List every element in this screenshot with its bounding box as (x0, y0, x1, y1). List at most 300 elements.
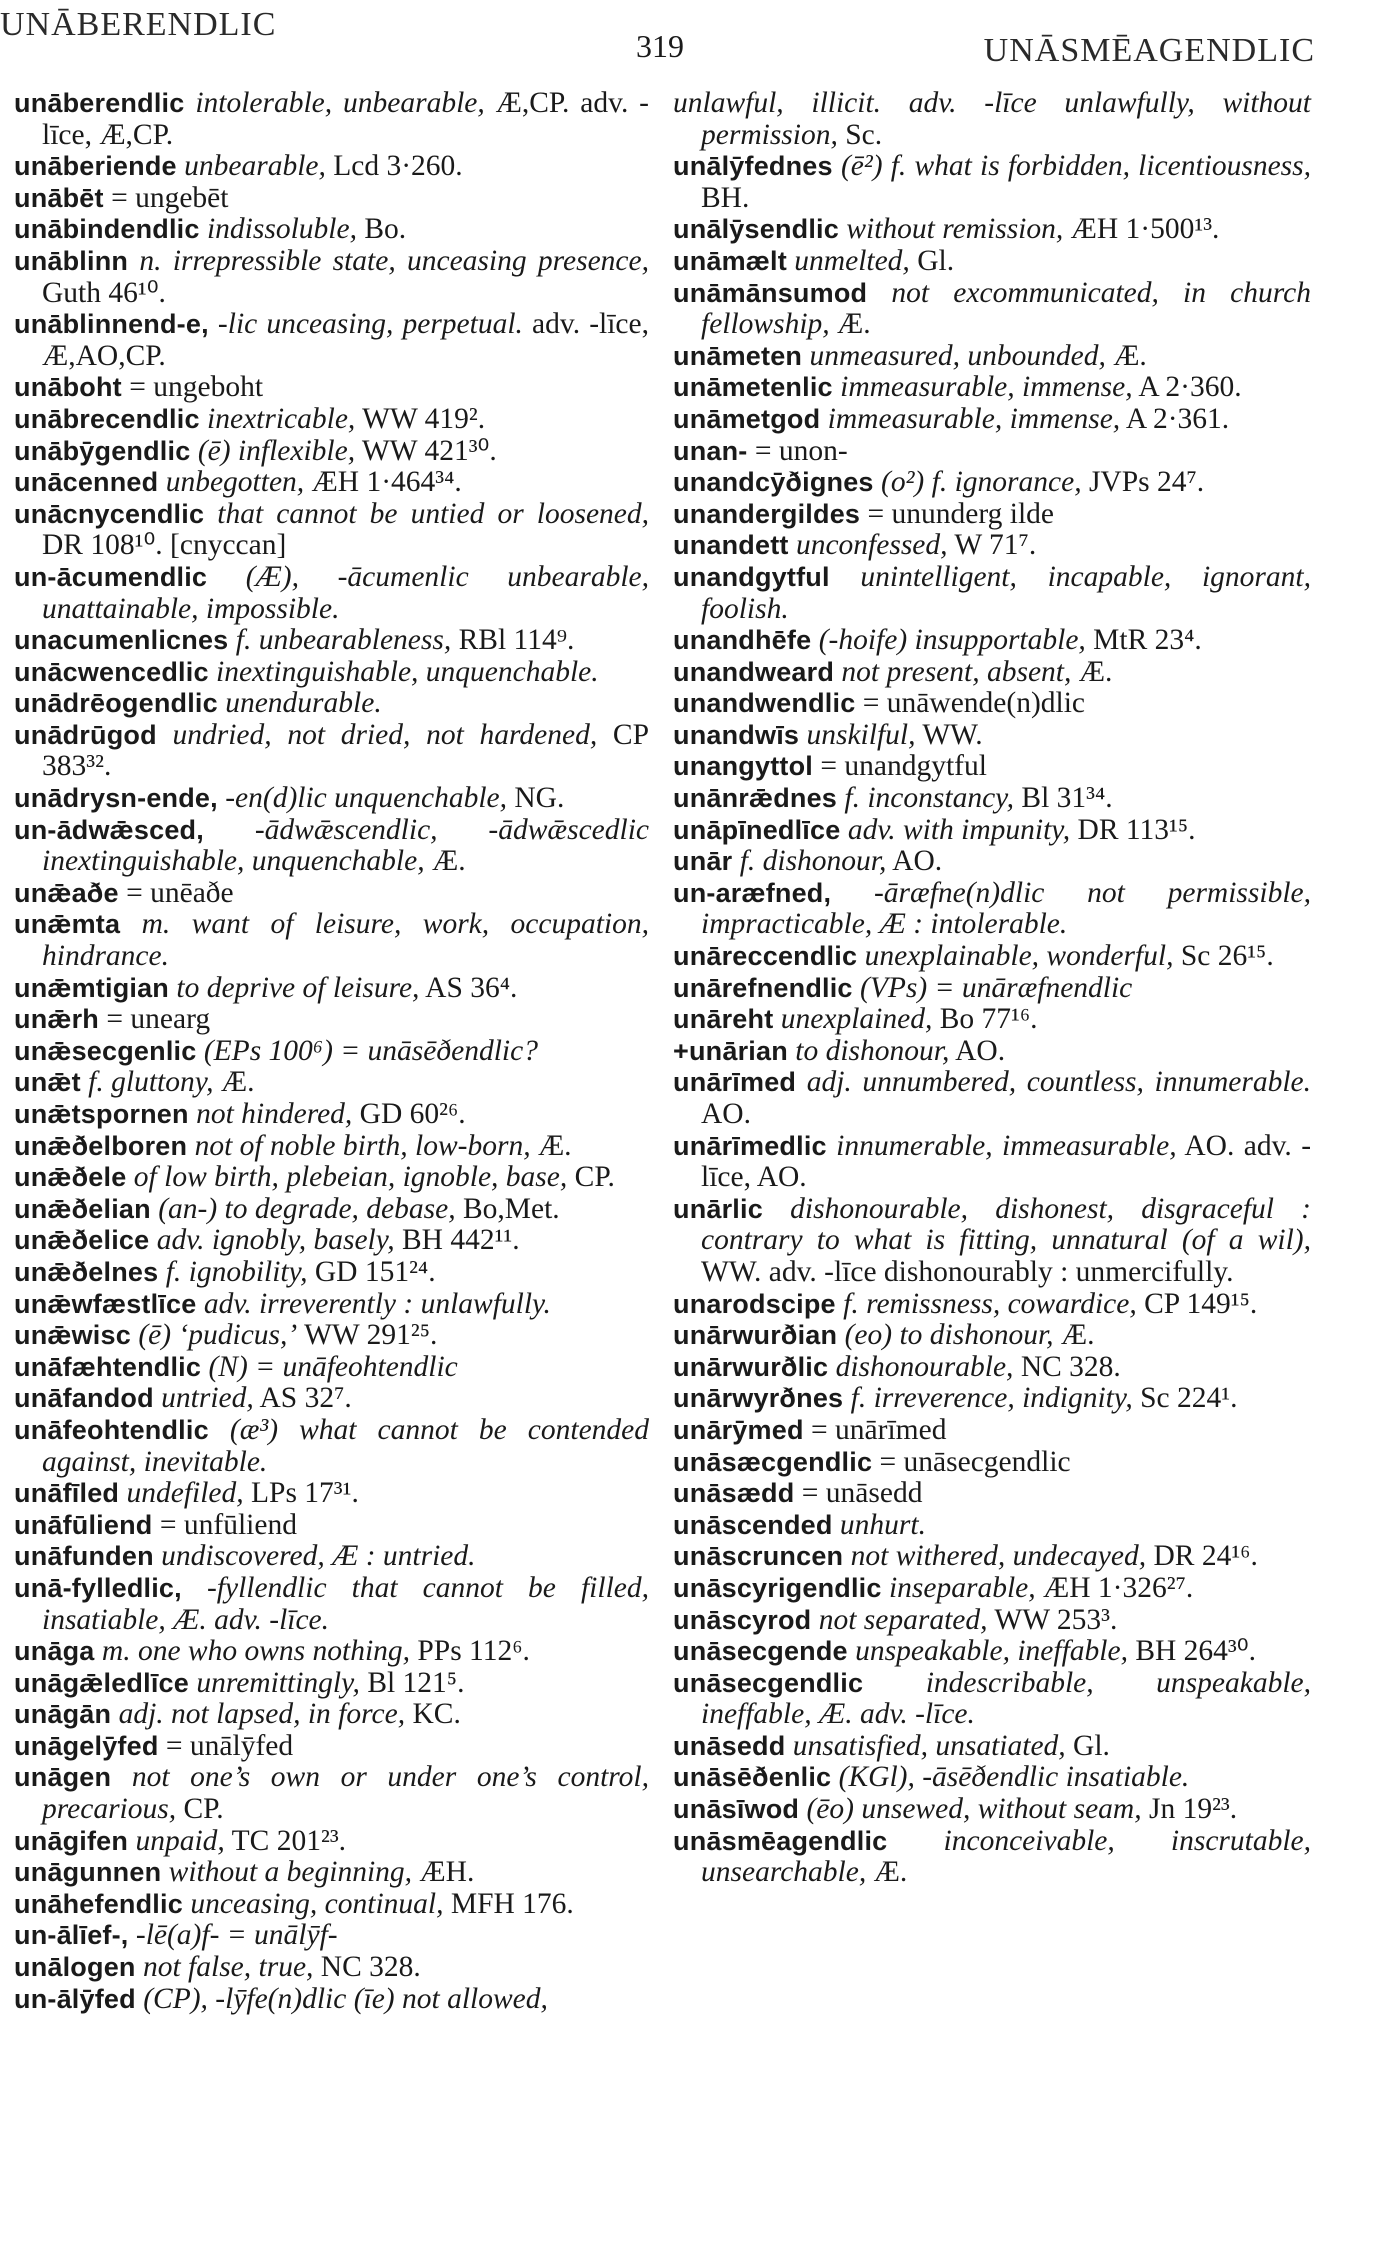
definition: (-hoife) insupportable, (818, 624, 1086, 657)
definition: immeasurable, immense, (840, 371, 1133, 404)
definition: f. gluttony, (88, 1066, 214, 1099)
source-reference: Æ. (837, 308, 871, 341)
definition: inconceivable, inscrutable, unsearchable, (701, 1824, 1312, 1889)
definition: -lē(a)f- = unālȳf- (135, 1919, 338, 1952)
definition: -en(d)lic unquenchable, (225, 782, 507, 815)
definition: (an-) to degrade, debase, (158, 1192, 456, 1225)
source-reference: = unālȳfed (165, 1729, 294, 1762)
headword: unācwencedlic (14, 656, 209, 687)
definition: (EPs 100⁶) = unāsēðendlic? (203, 1034, 538, 1067)
dictionary-entry (673, 941, 1311, 973)
headword: unarodscipe (673, 1288, 836, 1319)
source-reference: MFH 176. (450, 1887, 574, 1920)
dictionary-entry (14, 467, 649, 499)
dictionary-entry (14, 151, 649, 183)
headword: unandwīs (673, 719, 800, 750)
dictionary-entry (673, 1289, 1311, 1321)
source-reference: PPs 112⁶. (417, 1635, 530, 1668)
source-reference: Bo,Met. (462, 1192, 560, 1225)
source-reference: Sc 224¹. (1140, 1382, 1238, 1415)
headword: unandergildes (673, 498, 861, 529)
dictionary-entry (14, 1067, 649, 1099)
definition: dishonourable, dishonest, disgraceful : contrary to what is fitting, unnatural (of a wil), (701, 1192, 1312, 1257)
headword: unānrǣdnes (673, 783, 838, 814)
source-reference: = ununderg ilde (867, 497, 1055, 530)
source-reference: DR 108¹⁰. [cnyccan] (42, 529, 287, 562)
source-reference: ÆH 1·326²⁷. (1043, 1571, 1194, 1604)
definition: without a beginning, (168, 1856, 413, 1889)
source-reference: Æ. (1060, 1319, 1095, 1352)
headword: unārīmedlic (673, 1130, 827, 1161)
source-reference: CP. (574, 1161, 615, 1194)
headword: unāsedd (673, 1730, 786, 1761)
definition: -ādwǣscendlic, -ādwǣscedlic inextinguishable, unquenchable, (42, 813, 649, 878)
headword: unābrecendlic (14, 403, 200, 434)
definition: unsatisfied, unsatiated, (792, 1729, 1066, 1762)
headword: unālȳfednes (673, 151, 833, 182)
headword: unārlic (673, 1193, 763, 1224)
source-reference: Æ. (1113, 339, 1147, 372)
definition: that cannot be untied or loosened, (217, 497, 650, 530)
source-reference: NC 328. (320, 1951, 421, 1984)
headword: unārwurðlic (673, 1351, 829, 1382)
definition: f. irreverence, indignity, (850, 1382, 1133, 1415)
headword: unāgān (14, 1699, 112, 1730)
dictionary-entry (673, 372, 1311, 404)
definition: unmeasured, unbounded, (809, 339, 1106, 372)
headword: unāsmēagendlic (673, 1825, 888, 1856)
headword: unāgelȳfed (14, 1730, 159, 1761)
definition: unbegotten, (165, 466, 305, 499)
definition: unlawful, illicit. adv. -līce unlawfully, without permission, (673, 87, 1311, 151)
definition: unremittingly, (196, 1666, 360, 1699)
headword: unāfæhtendlic (14, 1351, 202, 1382)
dictionary-entry (673, 1447, 1311, 1479)
page-number: 319 (636, 28, 684, 64)
source-reference: NC 328. (1020, 1350, 1121, 1383)
headword: unāscended (673, 1509, 833, 1540)
source-reference: W 71⁷. (954, 529, 1037, 562)
dictionary-entry (673, 1510, 1311, 1542)
dictionary-entry (673, 278, 1311, 341)
source-reference: Bl 31³⁴. (1021, 782, 1113, 815)
dictionary-entry (673, 1762, 1311, 1794)
source-reference: RBl 114⁹. (458, 624, 575, 657)
definition: undefiled, (126, 1477, 244, 1510)
dictionary-entry (14, 436, 649, 468)
source-reference: adv. -līce, Æ,AO,CP. (42, 308, 649, 372)
definition: undried, not dried, not hardened, (172, 718, 598, 751)
headword: unār (673, 846, 733, 877)
definition: adj. not lapsed, in force, (118, 1698, 406, 1731)
definition: unconfessed, (795, 529, 948, 562)
dictionary-entry (673, 1636, 1311, 1668)
headword: unārȳmed (673, 1414, 804, 1445)
definition: unpaid, (135, 1824, 225, 1857)
dictionary-entry (14, 404, 649, 436)
definition: not withered, undecayed, (850, 1540, 1147, 1573)
source-reference: BH 442¹¹. (401, 1224, 520, 1257)
dictionary-entry (673, 1478, 1311, 1510)
source-reference: DR 24¹⁶. (1153, 1540, 1258, 1573)
right-column (673, 88, 1311, 1889)
dictionary-entry (14, 1099, 649, 1131)
headword: unāfunden (14, 1541, 154, 1572)
dictionary-entry (673, 1067, 1311, 1130)
headword: unǣwfæstlīce (14, 1288, 197, 1319)
headword: unandweard (673, 656, 835, 687)
dictionary-entry (14, 1952, 649, 1984)
definition: not one’s own or under one’s control, precarious, (42, 1761, 650, 1826)
source-reference: = unfūliend (159, 1508, 297, 1541)
definition: (Æ), -ācumenlic unbearable, unattainable, impossible. (42, 560, 649, 625)
headword: unādrysn-ende, (14, 783, 218, 814)
definition: (ē) inflexible, (197, 434, 356, 467)
source-reference: WW. adv. -līce dishonourably : unmercifully. (701, 1255, 1234, 1288)
source-reference: DR 113¹⁵. (1077, 813, 1196, 846)
headword: unāpīnedlīce (673, 814, 841, 845)
running-head-right: UNĀSMĒAGENDLIC (983, 32, 1315, 69)
source-reference: BH. (701, 181, 750, 214)
source-reference: = unēaðe (126, 876, 234, 909)
dictionary-entry (14, 1415, 649, 1478)
definition: (ē) ‘pudicus,’ (138, 1319, 298, 1352)
definition: (ē²) f. what is forbidden, licentiousness, (840, 150, 1311, 183)
headword: unāscyrod (673, 1604, 812, 1635)
source-reference: Lcd 3·260. (333, 150, 463, 183)
headword: unāmælt (673, 245, 787, 276)
dictionary-entry (14, 1478, 649, 1510)
source-reference: NG. (514, 782, 565, 815)
dictionary-entry (673, 562, 1311, 625)
source-reference: LPs 17³¹. (251, 1477, 359, 1510)
source-reference: Guth 46¹⁰. (42, 276, 166, 309)
dictionary-entry (14, 1320, 649, 1352)
definition: not of noble birth, low-born, (194, 1129, 531, 1162)
source-reference: MtR 23⁴. (1093, 624, 1202, 657)
dictionary-entry (673, 88, 1311, 151)
definition: f. inconstancy, (844, 782, 1015, 815)
source-reference: AS 32⁷. (259, 1382, 352, 1415)
dictionary-entry (673, 1826, 1311, 1889)
headword: un-ādwǣsced, (14, 814, 204, 845)
dictionary-entry (673, 625, 1311, 657)
headword: unāberendlic (14, 88, 185, 118)
headword: unāgǣledlīce (14, 1667, 189, 1698)
headword: unāberiende (14, 151, 177, 182)
source-reference: AO. (955, 1034, 1006, 1067)
dictionary-entry (673, 341, 1311, 373)
headword: unārwyrðnes (673, 1383, 844, 1414)
dictionary-entry (673, 1004, 1311, 1036)
dictionary-entry (14, 657, 649, 689)
dictionary-entry (14, 1131, 649, 1163)
definition: f. unbearableness, (235, 624, 452, 657)
dictionary-entry (14, 1699, 649, 1731)
dictionary-entry (673, 246, 1311, 278)
definition: not excommunicated, in church fellowship, (701, 276, 1312, 341)
source-reference: CP 383³². (42, 718, 650, 783)
source-reference: BH 264³⁰. (1135, 1635, 1256, 1668)
definition: not false, true, (142, 1951, 314, 1984)
definition: (eo) to dishonour, (844, 1319, 1054, 1352)
source-reference: A 2·361. (1125, 402, 1230, 435)
definition: to dishonour, (795, 1034, 950, 1067)
dictionary-entry (673, 1352, 1311, 1384)
dictionary-entry (14, 1573, 649, 1636)
headword: unādrūgod (14, 719, 157, 750)
headword: unāsecgendlic (673, 1667, 864, 1698)
source-reference: AS 36⁴. (425, 971, 518, 1004)
headword: unandett (673, 530, 789, 561)
dictionary-entry (673, 720, 1311, 752)
dictionary-entry (673, 1794, 1311, 1826)
headword: unǣaðe (14, 877, 119, 908)
dictionary-entry (673, 1194, 1311, 1289)
source-reference: = ungebēt (111, 181, 229, 214)
dictionary-entry (14, 88, 649, 151)
dictionary-entry (14, 1004, 649, 1036)
headword: unāmetgod (673, 403, 821, 434)
dictionary-entry (673, 1131, 1311, 1194)
source-reference: = unon- (754, 434, 848, 467)
dictionary-entry (673, 1573, 1311, 1605)
headword: unāmeten (673, 340, 803, 371)
source-reference: = unāsedd (801, 1477, 923, 1510)
headword: un-ālȳfed (14, 1983, 136, 2014)
headword: unǣrh (14, 1004, 99, 1035)
dictionary-entry (673, 751, 1311, 783)
definition: unskilful, (806, 718, 916, 751)
dictionary-entry (14, 246, 649, 309)
dictionary-entry (14, 973, 649, 1005)
dictionary-entry (673, 530, 1311, 562)
dictionary-entry (673, 973, 1311, 1005)
definition: adv. ignobly, basely, (156, 1224, 395, 1257)
dictionary-entry (673, 404, 1311, 436)
source-reference: ÆH 1·500¹³. (1070, 213, 1220, 246)
headword: unǣðelian (14, 1193, 151, 1224)
dictionary-entry (673, 657, 1311, 689)
dictionary-entry (14, 1984, 649, 2016)
source-reference: WW. (922, 718, 983, 751)
source-reference: Gl. (1073, 1729, 1110, 1762)
dictionary-entry (673, 214, 1311, 246)
dictionary-entry (673, 499, 1311, 531)
source-reference: Æ. (431, 845, 466, 878)
headword: unāblinnend-e, (14, 309, 209, 340)
headword: unāhefendlic (14, 1888, 183, 1919)
headword: unāsēðenlic (673, 1762, 832, 1793)
definition: inextricable, (207, 402, 356, 435)
source-reference: Sc 26¹⁵. (1180, 940, 1274, 973)
definition: unexplainable, wonderful, (864, 940, 1174, 973)
dictionary-entry (673, 151, 1311, 214)
source-reference: KC. (412, 1698, 461, 1731)
headword: un-ācumendlic (14, 561, 208, 592)
source-reference: AO. adv. -līce, AO. (701, 1129, 1312, 1194)
dictionary-entry (14, 214, 649, 246)
headword: unacumenlicnes (14, 625, 229, 656)
dictionary-entry (14, 1352, 649, 1384)
definition: f. remissness, cowardice, (843, 1287, 1137, 1320)
headword: unāmetenlic (673, 372, 833, 403)
headword: unandhēfe (673, 625, 812, 656)
headword: unan- (673, 435, 748, 466)
source-reference: Æ. (220, 1066, 255, 1099)
definition: n. irrepressible state, unceasing presence, (139, 244, 649, 277)
headword: unāgen (14, 1762, 112, 1793)
source-reference: GD 60²⁶. (359, 1098, 466, 1130)
definition: m. one who owns nothing, (101, 1635, 411, 1668)
headword: unāfūliend (14, 1509, 153, 1540)
source-reference: = unandgytful (820, 750, 987, 783)
dictionary-entry (673, 846, 1311, 878)
headword: unāreccendlic (673, 941, 858, 972)
source-reference: Sc. (845, 118, 883, 151)
dictionary-entry (673, 783, 1311, 815)
headword: unābȳgendlic (14, 435, 191, 466)
source-reference: Æ,CP. adv. -līce, Æ,CP. (42, 87, 649, 151)
definition: indescribable, unspeakable, ineffable, Æ. adv. -līce. (701, 1666, 1311, 1731)
dictionary-entry (14, 815, 649, 878)
headword: unāscruncen (673, 1541, 844, 1572)
definition: immeasurable, immense, (827, 402, 1121, 435)
dictionary-entry (14, 1383, 649, 1415)
definition: inseparable, (888, 1571, 1036, 1604)
dictionary-entry (14, 499, 649, 562)
definition: (CP), -lȳfe(n)dlic (īe) not allowed, (143, 1982, 548, 2015)
source-reference: TC 201²³. (231, 1824, 347, 1857)
definition: adv. irreverently : unlawfully. (203, 1287, 551, 1320)
definition: -lic unceasing, perpetual. (217, 308, 523, 341)
source-reference: A 2·360. (1138, 371, 1242, 404)
definition: not separated, (818, 1603, 988, 1636)
headword: unǣmta (14, 909, 121, 940)
definition: without remission, (846, 213, 1064, 246)
definition: m. want of leisure, work, occupation, hindrance. (42, 908, 650, 973)
definition: -āræfne(n)dlic not permissible, impracticable, Æ : intolerable. (701, 876, 1311, 941)
source-reference: Jn 19²³. (1148, 1793, 1238, 1826)
dictionary-entry (673, 1415, 1311, 1447)
definition: (KGl), -āsēðendlic insatiable. (838, 1761, 1190, 1794)
headword: unādrēogendlic (14, 688, 218, 719)
headword: unǣwisc (14, 1320, 131, 1351)
headword: unācenned (14, 467, 159, 498)
headword: unā-fylledlic, (14, 1572, 182, 1603)
definition: f. dishonour, (739, 845, 887, 878)
headword: unābēt (14, 182, 104, 213)
source-reference: = unearg (106, 1003, 211, 1036)
headword: +unārian (673, 1035, 788, 1066)
headword: unāgunnen (14, 1857, 162, 1888)
dictionary-entry (14, 1826, 649, 1858)
headword: unǣðelice (14, 1225, 150, 1256)
dictionary-entry (673, 467, 1311, 499)
dictionary-entry (14, 1762, 649, 1825)
headword: unǣsecgenlic (14, 1035, 197, 1066)
source-reference: Æ. (873, 1856, 908, 1889)
definition: intolerable, unbearable, (195, 87, 485, 119)
definition: not present, absent, (841, 655, 1072, 688)
dictionary-entry (14, 372, 649, 404)
dictionary-entry (14, 909, 649, 972)
dictionary-entry (673, 1383, 1311, 1415)
dictionary-entry (14, 1889, 649, 1921)
headword: unǣtspornen (14, 1099, 189, 1129)
definition: -fyllendlic that cannot be filled, insatiable, Æ. adv. -līce. (42, 1571, 649, 1636)
dictionary-entry (14, 562, 649, 625)
left-column (14, 88, 649, 2015)
headword: unāsecgende (673, 1636, 848, 1667)
dictionary-entry (14, 878, 649, 910)
headword: unandwendlic (673, 688, 856, 719)
headword: unǣðele (14, 1162, 127, 1193)
dictionary-entry (14, 1036, 649, 1068)
headword: unārefnendlic (673, 972, 853, 1003)
headword: unǣt (14, 1067, 81, 1098)
headword: un-ālīef-, (14, 1920, 129, 1951)
definition: adj. unnumbered, countless, innumerable. (806, 1066, 1311, 1099)
dictionary-entry (14, 309, 649, 372)
definition: (ēo) unsewed, without seam, (806, 1793, 1142, 1826)
dictionary-entry (673, 815, 1311, 847)
dictionary-entry (14, 1162, 649, 1194)
definition: untried, (161, 1382, 254, 1415)
dictionary-entry (14, 1668, 649, 1700)
source-reference: CP 149¹⁵. (1144, 1287, 1258, 1320)
source-reference: AO. (701, 1098, 751, 1130)
source-reference: ÆH 1·464³⁴. (311, 466, 462, 499)
dictionary-entry (14, 1920, 649, 1952)
source-reference: Bo 77¹⁶. (939, 1003, 1038, 1036)
definition: unendurable. (225, 687, 382, 720)
headword: unāscyrigendlic (673, 1572, 882, 1603)
headword: unāfeohtendlic (14, 1414, 209, 1445)
source-reference: = unāwende(n)dlic (862, 687, 1086, 720)
source-reference: WW 291²⁵. (304, 1319, 438, 1352)
definition: f. ignobility, (165, 1255, 308, 1288)
dictionary-entry (14, 625, 649, 657)
definition: undiscovered, Æ : untried. (161, 1540, 476, 1573)
source-reference: = ungeboht (129, 371, 264, 404)
source-reference: WW 421³⁰. (361, 434, 497, 467)
headword: un-aræfned, (673, 877, 832, 908)
dictionary-entry (14, 1510, 649, 1542)
definition: (o²) f. ignorance, (881, 466, 1082, 499)
source-reference: GD 151²⁴. (314, 1255, 436, 1288)
source-reference: Bo. (364, 213, 407, 246)
definition: of low birth, plebeian, ignoble, base, (133, 1161, 568, 1194)
dictionary-entry (14, 1225, 649, 1257)
headword: unāsæcgendlic (673, 1446, 873, 1477)
source-reference: = unāsecgendlic (879, 1445, 1071, 1478)
headword: unāfīled (14, 1478, 120, 1509)
headword: unāreht (673, 1004, 774, 1035)
headword: unangyttol (673, 751, 813, 782)
definition: inextinguishable, unquenchable. (216, 655, 599, 688)
definition: innumerable, immeasurable, (836, 1129, 1177, 1162)
dictionary-entry (673, 688, 1311, 720)
definition: (æ³) what cannot be contended against, inevitable. (42, 1413, 649, 1478)
dictionary-entry (14, 720, 649, 783)
source-reference: Gl. (917, 244, 955, 277)
dictionary-entry (14, 1257, 649, 1289)
definition: not hindered, (196, 1098, 353, 1130)
source-reference: WW 419². (362, 402, 486, 435)
headword: unǣðelnes (14, 1256, 159, 1287)
running-head-left: UNĀBERENDLIC (0, 6, 277, 43)
